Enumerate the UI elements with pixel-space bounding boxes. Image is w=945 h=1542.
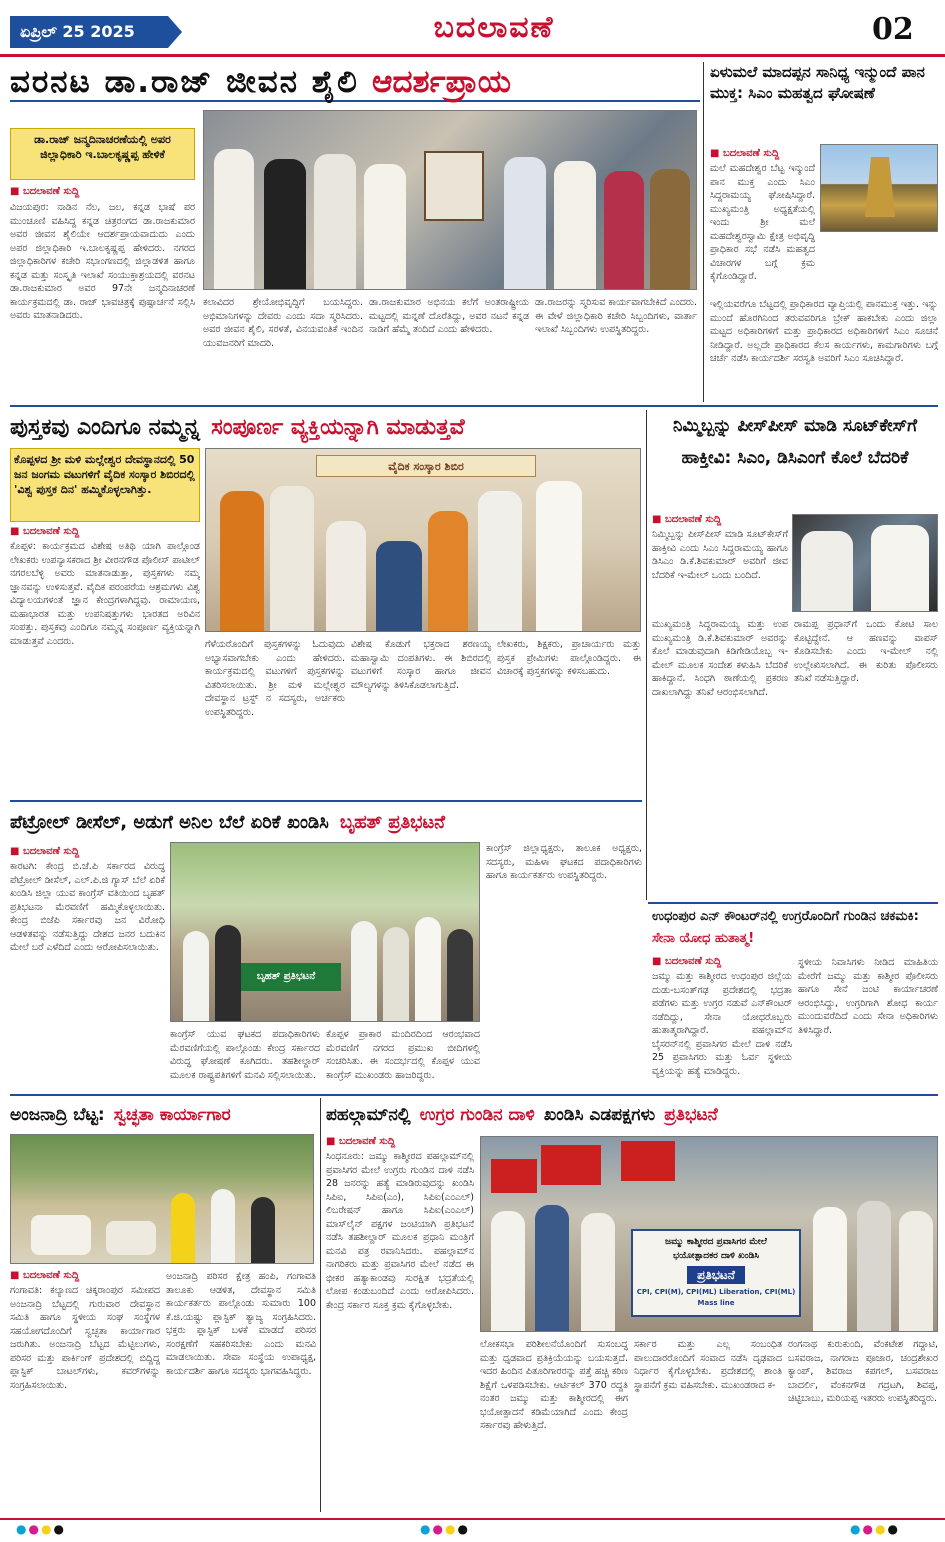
person-figure bbox=[650, 169, 690, 289]
story-raj-callout: ಡಾ.ರಾಜ್ ಜನ್ಮದಿನಾಚರಣೆಯಲ್ಲಿ ಅಪರ ಜಿಲ್ಲಾಧಿಕಾರಿ ಇ.ಬಾಲಕೃಷ್ಣಪ್ಪ ಹೇಳಿಕೆ bbox=[10, 128, 195, 180]
story-book-body-2: ಗೆಳೆಯರೊಂದಿಗೆ ಪುಸ್ತಕಗಳನ್ನು ಓದುವುದು ಅಭ್ಯಾಸವಾಗಬೇಕು ಎಂದು ಹೇಳಿದರು. ಕಾರ್ಯಕ್ರಮದಲ್ಲಿ ವಟುಗಳಿಗೆ ಪುಸ್ತಕಗಳನ್ನು ವಿತರಿಸಲಾಯಿತು. ಶ್ರೀ ಮಳಿ ಮಲ್ಲೇಶ್ವರ ದೇವಸ್ಥಾನ ಟ್ರಸ್ಟ್ ನ ಸದಸ್ಯರು, ಅರ್ಚಕರು ಉಪಸ್ಥಿತರಿದ್ದರು. bbox=[205, 639, 345, 718]
story-book-body-4: ಲೇಖಕರು, ಶಿಕ್ಷಕರು, ಪ್ರಾಚಾರ್ಯರು ಮತ್ತು ಪುಸ್ತಕ ಪ್ರೇಮಿಗಳು ಪಾಲ್ಗೊಂಡಿದ್ದರು. ಈ ವಿಚಾರಕ್ಕೆ ಪುಸ್ತಕಗಳನ್ನು ಕಳಿಸಬಹುದು. bbox=[497, 639, 641, 677]
person-figure bbox=[478, 491, 522, 631]
person-figure bbox=[899, 1211, 933, 1331]
headline-highlight: ಆದರ್ಶಪ್ರಾಯ bbox=[372, 64, 511, 100]
story-anjanadri-body-2: ಅಂಜನಾದ್ರಿ ಪರಿಸರ ಕ್ಷೇತ್ರ ಹಂಪಿ, ಗಂಗಾವತಿ ತಾಲೂಕು ಆಡಳಿತ, ದೇವಸ್ಥಾನ ಸಮಿತಿ ಕಾರ್ಯಕರ್ತರು ಪಾಲ್ಗೊಂಡು ಸುಮಾರು 100 ಕೆ.ಜಿ.ಯಷ್ಟು ಪ್ಲಾಸ್ಟಿಕ್ ತ್ಯಾಜ್ಯ ಸಂಗ್ರಹಿಸಿದರು. ಭಕ್ತರು ಪ್ಲಾಸ್ಟಿಕ್ ಬಳಕೆ ಮಾಡದೆ ಪರಿಸರ ಸಂರಕ್ಷಣೆಗೆ ಸಹಕರಿಸಬೇಕು ಎಂದು ಮನವಿ ಮಾಡಲಾಯಿತು. ಸೇವಾ ಸಂಸ್ಥೆಯ ಉಪಾಧ್ಯಕ್ಷ, ಕಾರ್ಯದರ್ಶಿ ಹಾಗೂ ಸದಸ್ಯರು ಭಾಗವಹಿಸಿದ್ದರು. bbox=[166, 1271, 316, 1377]
person-figure bbox=[214, 149, 254, 289]
person-figure bbox=[491, 1211, 525, 1331]
story-raj-body-3: ಡಾ.ರಾಜಕುಮಾರ ಅಭಿನಯ ಕಲೆಗೆ ಅಂತರಾಷ್ಟ್ರೀಯ ಮಟ್ಟದಲ್ಲಿ ಮನ್ನಣೆ ದೊರೆತಿದ್ದು, ಅವರ ನಟನೆ ಕನ್ನಡ ನಾಡಿಗೆ ಹೆಮ್ಮೆ ತಂದಿದೆ ಎಂದು ಹೇಳಿದರು. bbox=[369, 297, 529, 335]
person-figure bbox=[871, 525, 929, 611]
person-figure bbox=[270, 486, 314, 631]
story-udhampur-body-2: ಸ್ಥಳೀಯ ನಿವಾಸಿಗಳು ನೀಡಿದ ಮಾಹಿತಿಯ ಮೇರೆಗೆ ಜಮ್ಮು ಮತ್ತು ಕಾಶ್ಮೀರ ಪೊಲೀಸರು ಹಾಗೂ ಸೇನೆ ಜಂಟಿ ಕಾರ್ಯಾಚರಣೆ ಆರಂಭಿಸಿದ್ದು, ಉಗ್ರರಿಗಾಗಿ ಶೋಧ ಕಾರ್ಯ ಮುಂದುವರೆದಿದೆ ಎಂದು ಸೇನಾ ಅಧಿಕಾರಿಗಳು ತಿಳಿಸಿದ್ದಾರೆ. bbox=[798, 957, 938, 1036]
headline-highlight: ಸ್ವಚ್ಛತಾ ಕಾರ್ಯಾಗಾರ bbox=[113, 1105, 231, 1125]
headline-text: ಅಂಜನಾದ್ರಿ ಬೆಟ್ಟ: bbox=[10, 1105, 105, 1125]
person-figure bbox=[801, 531, 853, 611]
garbage-sack bbox=[106, 1221, 156, 1255]
story-raj-headline bbox=[10, 62, 700, 102]
person-figure bbox=[857, 1201, 891, 1331]
footer-color-dots: ●●●● bbox=[850, 1522, 900, 1536]
person-figure bbox=[251, 1197, 275, 1263]
headline-highlight: ಸಂಪೂರ್ಣ ವ್ಯಕ್ತಿಯನ್ನಾಗಿ ಮಾಡುತ್ತವೆ bbox=[211, 415, 465, 440]
person-figure bbox=[535, 1205, 569, 1331]
story-book-callout: ಕೊಪ್ಪಳದ ಶ್ರೀ ಮಳಿ ಮಲ್ಲೇಶ್ವರ ದೇವಸ್ಥಾನದಲ್ಲಿ 50 ಜನ ಜಂಗಮ ವಟುಗಳಿಗೆ ವೈದಿಕ ಸಂಸ್ಕಾರ ಶಿಬಿರದಲ್ಲಿ 'ವಿಶ್ವ ಪುಸ್ತಕ ದಿನ' ಹಮ್ಮಿಕೊಳ್ಳಲಾಗಿತ್ತು. bbox=[10, 448, 200, 522]
banner-line: CPI, CPI(M), CPI(ML) Liberation, CPI(ML) Mass line bbox=[636, 1288, 796, 1307]
story-madappa-body-1: ಮಲೆ ಮಹದೇಶ್ವರ ಬೆಟ್ಟ ಇನ್ಮುಂದೆ ಪಾನ ಮುಕ್ತ ಎಂದು ಸಿಎಂ ಸಿದ್ದರಾಮಯ್ಯ ಘೋಷಿಸಿದ್ದಾರೆ. ಮುಖ್ಯಮಂತ್ರಿ ಅಧ್ಯಕ್ಷತೆಯಲ್ಲಿ ಇಂದು ಶ್ರೀ ಮಲೆ ಮಹದೇಶ್ವರಸ್ವಾಮಿ ಕ್ಷೇತ್ರ ಅಭಿವೃದ್ಧಿ ಪ್ರಾಧಿಕಾರ ಸಭೆ ನಡೆಸಿ ಮಹತ್ವದ ವಿಚಾರಗಳ ಬಗ್ಗೆ ಕ್ರಮ ಕೈಗೊಂಡಿದ್ದಾರೆ. bbox=[710, 163, 815, 282]
portrait-frame bbox=[424, 151, 484, 221]
banner-line: ಜಮ್ಮು ಕಾಶ್ಮೀರದ ಪ್ರವಾಸಿಗರ ಮೇಲೆ bbox=[665, 1237, 767, 1247]
story-anjanadri-byline: ■ ಬದಲಾವಣೆ ಸುದ್ದಿ bbox=[10, 1270, 160, 1281]
story-pahalgam-photo bbox=[480, 1136, 938, 1332]
footer-color-dots: ●●●● bbox=[16, 1522, 66, 1536]
person-figure bbox=[536, 481, 582, 631]
story-raj-body-1: ವಿಜಯಪುರ: ನಾಡಿನ ನೆಲ, ಜಲ, ಕನ್ನಡ ಭಾಷೆ ಪರ ಮುಂಚೂಣಿ ವಹಿಸಿದ್ದ ಕನ್ನಡ ಚಿತ್ರರಂಗದ ಡಾ.ರಾಜಕುಮಾರ ಅವರ ಜೀವನ ಶೈಲಿಯೇ ಆದರ್ಶಪ್ರಾಯವಾದುದು ಎಂದು ಅಪರ ಜಿಲ್ಲಾಧಿಕಾರಿ ಇ.ಬಾಲಕೃಷ್ಣಪ್ಪ ಹೇಳಿದರು. ನಗರದ ಜಿಲ್ಲಾಧಿಕಾರಿಗಳ ಕಚೇರಿ ಸಭಾಂಗಣದಲ್ಲಿ ಜಿಲ್ಲಾಡಳಿತ ಹಾಗೂ ಕನ್ನಡ ಮತ್ತು ಸಂಸ್ಕೃತಿ ಇಲಾಖೆ ಸಂಯುಕ್ತಾಶ್ರಯದಲ್ಲಿ ವರನಟ ಡಾ.ರಾಜಕುಮಾರ ಅವರ 97ನೇ ಜನ್ಮದಿನಾಚರಣೆ ಕಾರ್ಯಕ್ರಮದಲ್ಲಿ ಡಾ. ರಾಜ್ ಭಾವಚಿತ್ರಕ್ಕೆ ಪುಷ್ಪಾರ್ಚನೆ ಸಲ್ಲಿಸಿ ಅವರು ಮಾತನಾಡಿದರು. bbox=[10, 202, 195, 321]
story-fuel-headline bbox=[10, 806, 642, 840]
story-raj-byline: ■ ಬದಲಾವಣೆ ಸುದ್ದಿ bbox=[10, 186, 195, 197]
section-divider bbox=[648, 902, 938, 904]
protest-banner: ಬೃಹತ್ ಪ್ರತಿಭಟನೆ bbox=[231, 963, 341, 991]
headline-highlight: ಬೃಹತ್ ಪ್ರತಿಭಟನೆ bbox=[339, 812, 445, 833]
temple-tower bbox=[865, 157, 895, 217]
story-fuel-photo bbox=[170, 842, 480, 1022]
photo-banner: ವೈದಿಕ ಸಂಸ್ಕಾರ ಶಿಬಿರ bbox=[316, 455, 536, 477]
story-anjanadri-photo bbox=[10, 1134, 314, 1264]
headline-highlight: ಸೇನಾ ಯೋಧ ಹುತಾತ್ಮ! bbox=[652, 931, 755, 946]
protest-banner bbox=[631, 1229, 801, 1317]
story-pahalgam-body-2: ಲೋಕಸಭಾ ಪರಿಶೀಲನೆಯೊಂದಿಗೆ ಸುಸಂಬದ್ಧ ಮತ್ತು ಧೃಡವಾದ ಪ್ರತಿಕ್ರಿಯೆಯನ್ನು ಬಯಸುತ್ತದೆ. ಇದರ ಹಿಂದಿನ ಪಿತೂರಿಗಾರರನ್ನು ಪತ್ತೆ ಹಚ್ಚಿ ಕಠಿಣ ಶಿಕ್ಷೆಗೆ ಒಳಪಡಿಸಬೇಕು. ಆರ್ಟಿಕಲ್ 370 ರದ್ದತಿ ನಂತರ ಜಮ್ಮು ಮತ್ತು ಕಾಶ್ಮೀರದಲ್ಲಿ ಈಗ ಭಯೋತ್ಪಾದನೆ ಕಡಿಮೆಯಾಗಿದೆ ಎಂದು ಕೇಂದ್ರ ಸರ್ಕಾರವು ಹೇಳುತ್ತಿದೆ. bbox=[480, 1339, 628, 1431]
story-fuel-byline: ■ ಬದಲಾವಣೆ ಸುದ್ದಿ bbox=[10, 846, 165, 857]
person-figure bbox=[813, 1207, 847, 1331]
banner-line: ಪ್ರತಿಭಟನೆ bbox=[687, 1266, 745, 1284]
story-madappa-body-2: ಇಲ್ಲಿಯವರೆಗೂ ಬೆಟ್ಟದಲ್ಲಿ ಪ್ರಾಧಿಕಾರದ ವ್ಯಾಪ್ತಿಯಲ್ಲಿ ಪಾನಮುಕ್ತ ಇತ್ತು. ಇನ್ನು ಮುಂದೆ ಹೊರಗಿನಿಂದ ತರುವವರಿಗೂ ಬ್ರೇಕ್ ಹಾಕಬೇಕು ಎಂದು ಜಿಲ್ಲಾ ಮಟ್ಟದ ಅಧಿಕಾರಿಗಳಿಗೆ ಮತ್ತು ಪ್ರಾಧಿಕಾರದ ಅಧಿಕಾರಿಗಳಿಗೆ ಸಿಎಂ ಸೂಚನೆ ನೀಡಿದ್ದಾರೆ. ಅಲ್ಲದೇ ಪ್ರಾಧಿಕಾರದ ಕೆಲಸ ಕಾರ್ಯಗಳು, ಕಾಮಗಾರಿಗಳು ಬಗ್ಗೆ ಚರ್ಚೆ ನಡೆಸಿ ಕಾರ್ಯದರ್ಶಿ ಸರಸ್ವತಿ ಅವರಿಗೆ ಸಿಎಂ ಸೂಚಿಸಿದ್ದಾರೆ. bbox=[710, 299, 938, 364]
temple-photo bbox=[820, 144, 938, 232]
story-udhampur-headline bbox=[652, 906, 938, 952]
story-threat-photo bbox=[792, 514, 938, 612]
masthead-rule bbox=[0, 54, 945, 57]
story-udhampur-byline: ■ ಬದಲಾವಣೆ ಸುದ್ದಿ bbox=[652, 956, 792, 967]
story-threat-body-3: ರಾಮಪ್ಪ ಪ್ರಧಾನ್‌ಗೆ ಒಂದು ಕೋಟಿ ಸಾಲ ಕೊಟ್ಟಿದ್ದೇನೆ. ಆ ಹಣವನ್ನು ವಾಪಸ್ ಕೊಡಿಸಬೇಕು ಎಂದು ಇ-ಮೇಲ್ ನಲ್ಲಿ ಉಲ್ಲೇಖಿಸಲಾಗಿದೆ. ಈ ಕುರಿತು ಪೊಲೀಸರು ತನಿಖೆ ನಡೆಸುತ್ತಿದ್ದಾರೆ. bbox=[794, 619, 938, 684]
section-divider bbox=[10, 405, 938, 407]
person-figure bbox=[351, 921, 377, 1021]
red-flag bbox=[541, 1145, 601, 1185]
red-flag bbox=[491, 1159, 537, 1193]
story-fuel-body-3: ಕೊಪ್ಪಳ ಪ್ರಾಕಾರ ಮಂದಿರದಿಂದ ಆರಂಭವಾದ ಮೆರವಣಿಗೆ ನಗರದ ಪ್ರಮುಖ ಬೀದಿಗಳಲ್ಲಿ ಸಂಚರಿಸಿತು. ಈ ಸಂದರ್ಭದಲ್ಲಿ ಕೊಪ್ಪಳ ಯುವ ಕಾಂಗ್ರೆಸ್ ಮುಖಂಡರು ಹಾಜರಿದ್ದರು. bbox=[326, 1029, 480, 1081]
person-figure bbox=[183, 931, 209, 1021]
headline-text: ಪೆಟ್ರೋಲ್ ಡೀಸೆಲ್, ಅಡುಗೆ ಅನಿಲ ಬೆಲೆ ಏರಿಕೆ ಖಂಡಿಸಿ bbox=[10, 812, 329, 833]
story-book-body-3: ವಿಶೇಷ ಕೊಡುಗೆ ಭಕ್ತರಾದ ಶರಣಯ್ಯ ಮಹಾಸ್ವಾಮಿ ದಂಪತಿಗಳು. ಈ ಶಿಬಿರದಲ್ಲಿ ವಟುಗಳಿಗೆ ಸಂಸ್ಕಾರ ಹಾಗೂ ಜೀವನ ಮೌಲ್ಯಗಳನ್ನು ತಿಳಿಸಿಕೊಡಲಾಗುತ್ತಿದೆ. bbox=[351, 639, 491, 691]
person-figure bbox=[211, 1189, 235, 1263]
section-divider bbox=[10, 800, 642, 802]
story-fuel-body-1: ಕಾರಟಗಿ: ಕೇಂದ್ರ ಬಿ.ಜೆ.ಪಿ ಸರ್ಕಾರದ ವಿರುದ್ಧ ಪೆಟ್ರೋಲ್ ಡೀಸೆಲ್, ಎಲ್.ಪಿ.ಜಿ ಗ್ಯಾಸ್ ಬೆಲೆ ಏರಿಕೆ ಖಂಡಿಸಿ ಜಿಲ್ಲಾ ಯುವ ಕಾಂಗ್ರೆಸ್ ವತಿಯಿಂದ ಬೃಹತ್ ಪ್ರತಿಭಟನಾ ಮೆರವಣಿಗೆ ಹಮ್ಮಿಕೊಳ್ಳಲಾಯಿತು. ಕೇಂದ್ರ ಬಿಜೆಪಿ ಸರ್ಕಾರವು ಜನ ವಿರೋಧಿ ಆಡಳಿತವನ್ನು ನಡೆಸುತ್ತಿದ್ದು ದೇಶದ ಜನರ ಬದುಕಿನ ಮೇಲೆ ಬರೆ ಎಳೆದಿದೆ ಎಂದು ಆರೋಪಿಸಲಾಯಿತು. bbox=[10, 861, 165, 953]
person-figure bbox=[447, 929, 473, 1021]
column-divider bbox=[320, 1098, 321, 1512]
person-figure bbox=[314, 154, 356, 289]
person-figure bbox=[364, 164, 406, 289]
story-madappa-headline: ಏಳುಮಲೆ ಮಾದಪ್ಪನ ಸಾನಿಧ್ಯ ಇನ್ಮುಂದೆ ಪಾನ ಮುಕ್ತ: ಸಿಎಂ ಮಹತ್ವದ ಘೋಷಣೆ bbox=[710, 63, 925, 102]
story-threat-headline: ನಿಮ್ಮಿಬ್ಬನ್ನು ಪೀಸ್‌ಪೀಸ್ ಮಾಡಿ ಸೂಟ್‌ಕೇಸ್‌ಗೆ ಹಾಕ್ತೀವಿ: ಸಿಎಂ, ಡಿಸಿಎಂಗೆ ಕೊಲೆ ಬೆದರಿಕೆ bbox=[672, 416, 918, 468]
headline-highlight: ಉಗ್ರರ ಗುಂಡಿನ ದಾಳಿ bbox=[419, 1105, 535, 1125]
story-book-byline: ■ ಬದಲಾವಣೆ ಸುದ್ದಿ bbox=[10, 526, 200, 537]
story-fuel-body-2: ಕಾಂಗ್ರೆಸ್ ಯುವ ಘಟಕದ ಪದಾಧಿಕಾರಿಗಳು ಮೆರವಣಿಗೆಯಲ್ಲಿ ಪಾಲ್ಗೊಂಡು ಕೇಂದ್ರ ಸರ್ಕಾರದ ವಿರುದ್ಧ ಘೋಷಣೆ ಕೂಗಿದರು. ತಹಶೀಲ್ದಾರ್ ಮೂಲಕ ರಾಷ್ಟ್ರಪತಿಗಳಿಗೆ ಮನವಿ ಸಲ್ಲಿಸಲಾಯಿತು. bbox=[170, 1029, 320, 1081]
person-figure bbox=[428, 511, 468, 631]
person-figure bbox=[604, 171, 644, 289]
story-pahalgam-body-3: ಸರ್ಕಾರ ಮತ್ತು ಎಲ್ಲ ಸಂಬಂಧಿತ ಪಾಲುದಾರರೊಂದಿಗೆ ಸಂವಾದ ನಡೆಸಿ ದೃಢವಾದ ನಿರ್ಧಾರ ಕೈಗೊಳ್ಳಬೇಕು. ಪ್ರದೇಶದಲ್ಲಿ ಶಾಂತಿ ಸ್ಥಾಪನೆಗೆ ಕ್ರಮ ವಹಿಸಬೇಕು. ಮುಖಂಡರಾದ ಕ- bbox=[634, 1339, 782, 1391]
section-divider bbox=[10, 1094, 938, 1096]
column-divider bbox=[703, 62, 704, 402]
person-figure bbox=[581, 1213, 615, 1331]
story-book-photo bbox=[205, 448, 641, 632]
story-threat-body-2: ಮುಖ್ಯಮಂತ್ರಿ ಸಿದ್ದರಾಮಯ್ಯ ಮತ್ತು ಉಪ ಮುಖ್ಯಮಂತ್ರಿ ಡಿ.ಕೆ.ಶಿವಕುಮಾರ್ ಅವರನ್ನು ಕೊಲೆ ಮಾಡುವುದಾಗಿ ಕಿಡಿಗೇಡಿಯೊಬ್ಬ ಇ-ಮೇಲ್ ಮೂಲಕ ಸಂದೇಶ ಕಳುಹಿಸಿ ಬೆದರಿಕೆ ಹಾಕಿದ್ದಾನೆ. ಸಿಂಧಗಿ ಠಾಣೆಯಲ್ಲಿ ಪ್ರಕರಣ ದಾಖಲಾಗಿದ್ದು ತನಿಖೆ ಆರಂಭಿಸಲಾಗಿದೆ. bbox=[652, 619, 788, 698]
story-fuel-body-4: ಕಾಂಗ್ರೆಸ್ ಜಿಲ್ಲಾಧ್ಯಕ್ಷರು, ತಾಲೂಕ ಅಧ್ಯಕ್ಷರು, ಸದಸ್ಯರು, ಮಹಿಳಾ ಘಟಕದ ಪದಾಧಿಕಾರಿಗಳು ಹಾಗೂ ಕಾರ್ಯಕರ್ತರು ಉಪಸ್ಥಿತರಿದ್ದರು. bbox=[486, 843, 642, 881]
person-figure bbox=[215, 925, 241, 1021]
headline-text: ಪಹಲ್ಗಾಮ್‌ನಲ್ಲಿ bbox=[326, 1105, 411, 1125]
headline-text: ಪುಸ್ತಕವು ಎಂದಿಗೂ ನಮ್ಮನ್ನ bbox=[10, 415, 200, 440]
person-figure bbox=[383, 927, 409, 1021]
person-figure bbox=[376, 541, 422, 631]
story-pahalgam-body-1: ಸಿಂಧನೂರು: ಜಮ್ಮು ಕಾಶ್ಮೀರದ ಪಹಲ್ಗಾಮ್‌ನಲ್ಲಿ ಪ್ರವಾಸಿಗರ ಮೇಲೆ ಉಗ್ರರು ಗುಂಡಿನ ದಾಳಿ ನಡೆಸಿ 28 ಜನರನ್ನು ಹತ್ಯೆ ಮಾಡಿರುವುದನ್ನು ಖಂಡಿಸಿ ಸಿಪಿಐ, ಸಿಪಿಐ(ಎಂ), ಸಿಪಿಐ(ಎಂಎಲ್) ಲಿಬರೇಷನ್ ಹಾಗೂ ಸಿಪಿಐ(ಎಂಎಲ್) ಮಾಸ್‌ಲೈನ್ ಪಕ್ಷಗಳ ಜಂಟಿಯಾಗಿ ಪ್ರತಿಭಟನೆ ನಡೆಸಿ ತಹಶೀಲ್ದಾರ್ ಮೂಲಕ ಪ್ರಧಾನಿ ಮಂತ್ರಿಗೆ ಮನವಿ ಪತ್ರ ರವಾನಿಸಿದರು. ಪಹಲ್ಗಾಮ್‌ನ ನಾಗರಿಕರು ಮತ್ತು ಪ್ರವಾಸಿಗರ ಮೇಲೆ ನಡೆದ ಈ ಭೀಕರ ಹತ್ಯಾಕಾಂಡವು ಸುರಕ್ಷಿತ ಭದ್ರತೆಯಲ್ಲಿ ಲೋಪ ಕಂಡುಬಂದಿದೆ ಎಂದು ಆರೋಪಿಸಿದರು. ಕೇಂದ್ರ ಸರ್ಕಾರ ಸೂಕ್ತ ಕ್ರಮ ಕೈಗೊಳ್ಳಬೇಕು. bbox=[326, 1151, 474, 1311]
banner-line: ಭಯೋತ್ಪಾದಕರ ದಾಳಿ ಖಂಡಿಸಿ bbox=[672, 1251, 760, 1261]
person-figure bbox=[554, 161, 596, 289]
story-madappa-byline: ■ ಬದಲಾವಣೆ ಸುದ್ದಿ bbox=[710, 148, 815, 159]
headline-highlight: ಪ್ರತಿಭಟನೆ bbox=[664, 1105, 718, 1125]
footer-color-dots: ●●●● bbox=[420, 1522, 470, 1536]
story-udhampur-body-1: ಜಮ್ಮು ಮತ್ತು ಕಾಶ್ಮೀರದ ಉಧಂಪುರ ಜಿಲ್ಲೆಯ ದುಡು-ಬಸಂತ್‌ಗಢ ಪ್ರದೇಶದಲ್ಲಿ ಭದ್ರತಾ ಪಡೆಗಳು ಮತ್ತು ಉಗ್ರರ ನಡುವೆ ಎನ್‌ಕೌಂಟರ್ ನಡೆದಿದ್ದು, ಸೇನಾ ಯೋಧರೊಬ್ಬರು ಹುತಾತ್ಮರಾಗಿದ್ದಾರೆ. ಪಹಲ್ಗಾಮ್‌ನ ಬೈಸರನ್‌ನಲ್ಲಿ ಪ್ರವಾಸಿಗರ ಮೇಲೆ ದಾಳಿ ನಡೆಸಿ 25 ಪ್ರವಾಸಿಗರು ಮತ್ತು ಓರ್ವ ಸ್ಥಳೀಯ ವ್ಯಕ್ತಿಯನ್ನು ಹತ್ಯೆ ಮಾಡಿದ್ದರು. bbox=[652, 971, 792, 1077]
headline-text: ವರನಟ ಡಾ.ರಾಜ್ ಜೀವನ ಶೈಲಿ bbox=[10, 64, 359, 100]
story-threat-body-1: ನಿಮ್ಮಿಬ್ಬನ್ನು ಪೀಸ್‌ಪೀಸ್ ಮಾಡಿ ಸೂಟ್‌ಕೇಸ್‌ಗೆ ಹಾಕ್ತೀವಿ ಎಂದು ಸಿಎಂ ಸಿದ್ದರಾಮಯ್ಯ ಹಾಗೂ ಡಿಸಿಎಂ ಡಿ.ಕೆ.ಶಿವಕುಮಾರ್ ಅವರಿಗೆ ಜೀವ ಬೆದರಿಕೆ ಇ-ಮೇಲ್ ಒಂದು ಬಂದಿದೆ. bbox=[652, 529, 788, 581]
story-anjanadri-headline bbox=[10, 1098, 314, 1132]
story-raj-body-2: ಕಲಾವಿದರ ಶ್ರೇಯೋಭಿವೃದ್ಧಿಗೆ ಬಯಸಿದ್ದರು. ಅಭಿಮಾನಿಗಳನ್ನು ದೇವರು ಎಂದು ಸದಾ ಸ್ಮರಿಸಿದರು. ಅವರ ಜೀವನ ಶೈಲಿ, ಸರಳತೆ, ವಿನಯವಂತಿಕೆ ಇಂದಿನ ಯುವಜನರಿಗೆ ಮಾದರಿ. bbox=[203, 297, 363, 349]
person-figure bbox=[220, 491, 264, 631]
page-number: 02 bbox=[872, 12, 914, 47]
story-raj-body-4: ಡಾ.ರಾಜರನ್ನು ಸ್ಮರಿಸುವ ಕಾರ್ಯವಾಗಬೇಕಿದೆ ಎಂದರು. ಈ ವೇಳೆ ಜಿಲ್ಲಾಧಿಕಾರಿ ಕಚೇರಿ ಸಿಬ್ಬಂದಿಗಳು, ವಾರ್ತಾ ಇಲಾಖೆ ಸಿಬ್ಬಂದಿಗಳು ಉಪಸ್ಥಿತರಿದ್ದರು. bbox=[535, 297, 697, 335]
issue-date: ಏಪ್ರಿಲ್ 25 2025 bbox=[10, 16, 168, 48]
footer-rule bbox=[0, 1518, 945, 1520]
story-anjanadri-body-1: ಗಂಗಾವತಿ: ಕಲ್ಯಾಣದ ಚಿಕ್ಕರಾಂಪುರ ಸಮೀಪದ ಅಂಜನಾದ್ರಿ ಬೆಟ್ಟದಲ್ಲಿ ಗುರುವಾರ ದೇವಸ್ಥಾನ ಸಮಿತಿ ಹಾಗೂ ಸ್ಥಳೀಯ ಸಂಘ ಸಂಸ್ಥೆಗಳ ಸಹಯೋಗದೊಂದಿಗೆ ಸ್ವಚ್ಛತಾ ಕಾರ್ಯಾಗಾರ ಜರುಗಿತು. ಅಂಜನಾದ್ರಿ ಬೆಟ್ಟದ ಮೆಟ್ಟಿಲುಗಳು, ಪರಿಸರ ಮತ್ತು ಪಾರ್ಕಿಂಗ್ ಪ್ರದೇಶದಲ್ಲಿ ಬಿದ್ದಿದ್ದ ಪ್ಲಾಸ್ಟಿಕ್ ಬಾಟಲ್‌ಗಳು, ಕವರ್‌ಗಳನ್ನು ಸಂಗ್ರಹಿಸಲಾಯಿತು. bbox=[10, 1285, 160, 1391]
person-figure bbox=[326, 521, 366, 631]
person-figure bbox=[171, 1193, 195, 1263]
story-pahalgam-body-4: ರಂಗನಾಥ ಕುರುಕುಂದಿ, ವೆಂಕಟೇಶ ಗದ್ದಾಟಿ, ಬಸವರಾಜ, ನಾಗರಾಜ ಪೂಜಾರ, ಚಂದ್ರಶೇಖರ ಕ್ಯಾಂಪ್, ಶಿವರಾಜ ಕಪಗಲ್, ಬಸವರಾಜ ಬಾದರ್ಲಿ, ವೆಂಕನಗೌಡ ಗದ್ರಟಗಿ, ಶಿವಪ್ಪ, ಚಿಟ್ಟಿಬಾಬು, ಮರಿಯಪ್ಪ ಇತರರು ಉಪಸ್ಥಿತರಿದ್ದರು. bbox=[788, 1339, 938, 1404]
story-pahalgam-byline: ■ ಬದಲಾವಣೆ ಸುದ್ದಿ bbox=[326, 1136, 474, 1147]
garbage-sack bbox=[31, 1215, 91, 1255]
red-flag bbox=[621, 1141, 675, 1181]
headline-text: ಖಂಡಿಸಿ ಎಡಪಕ್ಷಗಳು bbox=[543, 1105, 656, 1125]
story-book-headline bbox=[10, 410, 642, 446]
story-pahalgam-headline bbox=[326, 1098, 938, 1132]
person-figure bbox=[264, 159, 306, 289]
story-raj-photo bbox=[203, 110, 697, 290]
column-divider bbox=[646, 410, 647, 900]
newspaper-logo: ಬದಲಾವಣೆ bbox=[433, 10, 555, 45]
person-figure bbox=[504, 157, 546, 289]
story-book-body-1: ಕೊಪ್ಪಳ: ಕಾರ್ಯಕ್ರಮದ ವಿಶೇಷ ಅತಿಥಿ ಯಾಗಿ ಪಾಲ್ಗೊಂಡ ಲೇಖಕರು ಉಪನ್ಯಾಸಕರಾದ ಶ್ರೀ ವೀರನಗೌಡ ಪೊಲೀಸ್ ಪಾಟೀಲ್ ನಗರಲಬೆಳ್ಳಿ ಅವರು ಮಾತನಾಡುತ್ತಾ, ಪುಸ್ತಕಗಳು ನಮ್ಮ ಜ್ಞಾನವನ್ನು ಉಳಿಸುತ್ತವೆ. ವೈದಿಕ ಪರಂಪರೆಯ ಆಶ್ರಮಗಳು ವಿಶ್ವ ವಿದ್ಯಾಲಯಗಳಂತೆ ಜ್ಞಾನ ಕೇಂದ್ರಗಳಾಗಿದ್ದವು. ರಾಮಾಯಣ, ಮಹಾಭಾರತ ಮತ್ತು ಉಪನಿಷತ್ತುಗಳು ಭಾರತದ ಅರಿವಿನ ಸಂಪತ್ತು. ಪುಸ್ತಕವು ಎಂದಿಗೂ ನಮ್ಮನ್ನ ಸಂಪೂರ್ಣ ವ್ಯಕ್ತಿಯನ್ನಾಗಿ ಮಾಡುತ್ತವೆ ಎಂದರು. bbox=[10, 541, 200, 647]
person-figure bbox=[415, 917, 441, 1021]
headline-text: ಉಧಂಪುರ ಎನ್ ಕೌಂಟರ್‌ನಲ್ಲಿ ಉಗ್ರರೊಂದಿಗೆ ಗುಂಡಿನ ಚಕಮಕಿ: bbox=[652, 909, 919, 924]
masthead bbox=[0, 0, 945, 58]
story-threat-byline: ■ ಬದಲಾವಣೆ ಸುದ್ದಿ bbox=[652, 514, 788, 525]
